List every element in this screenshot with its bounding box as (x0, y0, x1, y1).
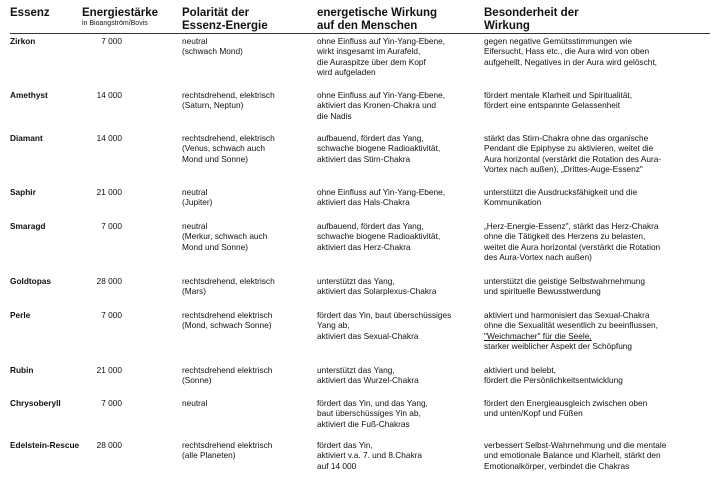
row-wirkung (317, 365, 419, 386)
row-name: Perle (10, 310, 31, 320)
row-staerke: 28 000 (96, 276, 122, 286)
polaritaet-line: rechtsdrehend, elektrisch (182, 90, 275, 100)
wirkung-line: aktiviert das Herz-Chakra (317, 241, 411, 252)
polaritaet-line: Mond und Sonne) (182, 241, 248, 252)
besonderheit-line: und spirituelle Bewusstwerdung (484, 286, 601, 297)
besonderheit-line: aktiviert und harmonisiert das Sexual-Chakra (484, 310, 650, 320)
besonderheit-line: aufgehellt, Negatives in der Aura wird gelöscht, (484, 56, 657, 67)
row-besonderheit (484, 440, 666, 471)
wirkung-line: aktiviert das Wurzel-Chakra (317, 375, 419, 386)
header-wirkung-cell (317, 7, 437, 33)
wirkung-line: schwache biogene Radioaktivität, (317, 231, 441, 242)
besonderheit-line: Eifersucht, Hass etc., die Aura wird von oben (484, 46, 650, 57)
polaritaet-line: (Saturn, Neptun) (182, 100, 244, 111)
wirkung-line: auf 14 000 (317, 460, 357, 471)
header-wirkung-1: energetische Wirkung (317, 7, 438, 19)
row-name: Amethyst (10, 90, 48, 100)
header-besonderheit-1: Besonderheit der (484, 7, 579, 19)
header-essenz: Essenz (10, 7, 50, 19)
wirkung-line: aktiviert das Stirn-Chakra (317, 153, 411, 164)
besonderheit-line: „Herz-Energie-Essenz", stärkt das Herz-Chakra (484, 221, 659, 231)
row-wirkung (317, 276, 436, 297)
header-staerke-sub: in Bioangström/Bovis (82, 20, 148, 27)
row-besonderheit (484, 36, 657, 67)
row-name: Rubin (10, 365, 34, 375)
polaritaet-line: neutral (182, 398, 208, 408)
row-staerke: 7 000 (101, 36, 122, 46)
polaritaet-line: (Merkur, schwach auch (182, 231, 268, 242)
wirkung-line: wirkt insgesamt im Aurafeld, (317, 46, 421, 57)
row-wirkung (317, 440, 422, 471)
wirkung-line: ohne Einfluss auf Yin-Yang-Ebene, (317, 36, 446, 46)
wirkung-line: ohne Einfluss auf Yin-Yang-Ebene, (317, 90, 446, 100)
row-besonderheit (484, 90, 632, 111)
header-wirkung-2: auf den Menschen (317, 20, 418, 32)
besonderheit-line: ohne die Sexualität wesentlich zu beeinflussen, (484, 320, 658, 331)
polaritaet-line: neutral (182, 187, 208, 197)
besonderheit-line: verbessert Selbst-Wahrnehmung und die mentale (484, 440, 667, 450)
wirkung-line: fördert das Yin, und das Yang, (317, 398, 428, 408)
wirkung-line: schwache biogene Radioaktivität, (317, 143, 441, 154)
row-polaritaet (182, 365, 272, 386)
row-polaritaet (182, 440, 272, 461)
wirkung-line: aktiviert das Hals-Chakra (317, 197, 410, 208)
row-besonderheit (484, 133, 661, 175)
besonderheit-line: fördert eine entspannte Gelassenheit (484, 100, 621, 111)
row-wirkung (317, 221, 440, 252)
wirkung-line: aktiviert das Solarplexus-Chakra (317, 286, 437, 297)
wirkung-line: ohne Einfluss auf Yin-Yang-Ebene, (317, 187, 446, 197)
row-name: Chrysoberyll (10, 398, 61, 408)
polaritaet-line: (Jupiter) (182, 197, 213, 208)
besonderheit-line: "Weichmacher" für die Seele, (484, 330, 592, 341)
wirkung-line: fördert das Yin, (317, 440, 373, 450)
row-name: Diamant (10, 133, 43, 143)
row-polaritaet (182, 398, 207, 408)
polaritaet-line: rechtsdrehend, elektrisch (182, 276, 275, 286)
row-name: Zirkon (10, 36, 36, 46)
row-polaritaet (182, 90, 275, 111)
polaritaet-line: rechtsdrehend elektrisch (182, 310, 273, 320)
polaritaet-line: rechtsdrehend, elektrisch (182, 133, 275, 143)
header-polaritaet-2: Essenz-Energie (182, 20, 268, 32)
header-polaritaet-1: Polarität der (182, 7, 250, 19)
wirkung-line: unterstützt das Yang, (317, 365, 395, 375)
besonderheit-line: fördert den Energieausgleich zwischen oben (484, 398, 648, 408)
besonderheit-line: Pendant die Epiphyse zu aktivieren, weitet die (484, 143, 654, 154)
polaritaet-line: neutral (182, 221, 208, 231)
row-polaritaet (182, 221, 267, 252)
wirkung-line: die Nadis (317, 110, 352, 121)
besonderheit-line: gegen negative Gemütsstimmungen wie (484, 36, 633, 46)
polaritaet-line: (Venus, schwach auch (182, 143, 266, 154)
besonderheit-line: und unten/Kopf und Füßen (484, 408, 583, 419)
besonderheit-line: des Aura-Vortex nach außen) (484, 252, 592, 263)
row-staerke: 7 000 (101, 221, 122, 231)
row-name: Saphir (10, 187, 36, 197)
row-staerke: 21 000 (96, 365, 122, 375)
row-polaritaet (182, 187, 212, 208)
row-name: Smaragd (10, 221, 46, 231)
row-name: Goldtopas (10, 276, 52, 286)
wirkung-line: aktiviert die Fuß-Chakras (317, 418, 410, 429)
besonderheit-line: Aura horizontal (verstärkt die Rotation des Aura- (484, 153, 662, 164)
header-polaritaet-cell (182, 7, 268, 33)
wirkung-line: baut überschüssiges Yin ab, (317, 408, 421, 419)
besonderheit-line: ohne die Tätigkeit des Herzens zu belasten, (484, 231, 646, 242)
header-besonderheit-2: Wirkung (484, 20, 530, 32)
besonderheit-line: Emotionalkörper, verbindet die Chakras (484, 460, 630, 471)
row-besonderheit (484, 398, 647, 419)
polaritaet-line: (alle Planeten) (182, 450, 236, 461)
wirkung-line: fördert das Yin, baut überschüssiges (317, 310, 452, 320)
wirkung-line: aktiviert das Sexual-Chakra (317, 330, 419, 341)
wirkung-line: aufbauend, fördert das Yang, (317, 221, 424, 231)
row-wirkung (317, 187, 445, 208)
wirkung-line: die Auraspitze über dem Kopf (317, 56, 426, 67)
row-besonderheit (484, 365, 623, 386)
polaritaet-line: (Sonne) (182, 375, 212, 386)
wirkung-line: aktiviert das Kronen-Chakra und (317, 100, 436, 111)
row-staerke: 7 000 (101, 310, 122, 320)
row-staerke: 21 000 (96, 187, 122, 197)
besonderheit-line: unterstützt die geistige Selbstwahrnehmung (484, 276, 645, 286)
wirkung-line: wird aufgeladen (317, 67, 376, 78)
wirkung-line: aufbauend, fördert das Yang, (317, 133, 424, 143)
wirkung-line: Yang ab, (317, 320, 350, 331)
polaritaet-line: rechtsdrehend elektrisch (182, 440, 273, 450)
besonderheit-line: starker weiblicher Aspekt der Schöpfung (484, 341, 633, 352)
row-besonderheit (484, 221, 660, 263)
polaritaet-line: (schwach Mond) (182, 46, 243, 57)
header-staerke-cell (82, 7, 158, 28)
besonderheit-line: stärkt das Stirn-Chakra ohne das organische (484, 133, 649, 143)
besonderheit-line: und emotionale Balance und Klarheit, stärkt den (484, 450, 661, 461)
row-besonderheit (484, 310, 658, 352)
polaritaet-line: (Mars) (182, 286, 206, 297)
row-staerke: 7 000 (101, 398, 122, 408)
row-wirkung (317, 310, 451, 341)
row-polaritaet (182, 36, 243, 57)
wirkung-line: aktiviert v.a. 7. und 8.Chakra (317, 450, 422, 461)
row-besonderheit (484, 187, 637, 208)
row-besonderheit (484, 276, 645, 297)
row-staerke: 28 000 (96, 440, 122, 450)
row-wirkung (317, 36, 445, 78)
besonderheit-line: weitet die Aura horizontal (verstärkt die Rotation (484, 241, 661, 252)
polaritaet-line: rechtsdrehend elektrisch (182, 365, 273, 375)
row-wirkung (317, 398, 428, 429)
besonderheit-line: aktiviert und belebt, (484, 365, 556, 375)
row-name: Edelstein-Rescue (10, 440, 80, 450)
row-polaritaet (182, 276, 275, 297)
wirkung-line: unterstützt das Yang, (317, 276, 395, 286)
besonderheit-line: fördert die Persönlichkeitsentwicklung (484, 375, 623, 386)
header-besonderheit-cell (484, 7, 579, 33)
besonderheit-line: Kommunikation (484, 197, 542, 208)
besonderheit-line: Vortex nach außen), „Drittes-Auge-Essenz" (484, 164, 643, 175)
row-staerke: 14 000 (96, 90, 122, 100)
polaritaet-line: (Mond, schwach Sonne) (182, 320, 272, 331)
row-wirkung (317, 90, 445, 121)
polaritaet-line: neutral (182, 36, 208, 46)
header-staerke: Energiestärke (82, 7, 159, 19)
row-polaritaet (182, 310, 272, 331)
besonderheit-line: unterstützt die Ausdrucksfähigkeit und die (484, 187, 638, 197)
polaritaet-line: Mond und Sonne) (182, 153, 248, 164)
besonderheit-line: fördert mentale Klarheit und Spiritualität, (484, 90, 633, 100)
row-polaritaet (182, 133, 275, 164)
row-wirkung (317, 133, 440, 164)
row-staerke: 14 000 (96, 133, 122, 143)
header-divider (10, 33, 710, 34)
